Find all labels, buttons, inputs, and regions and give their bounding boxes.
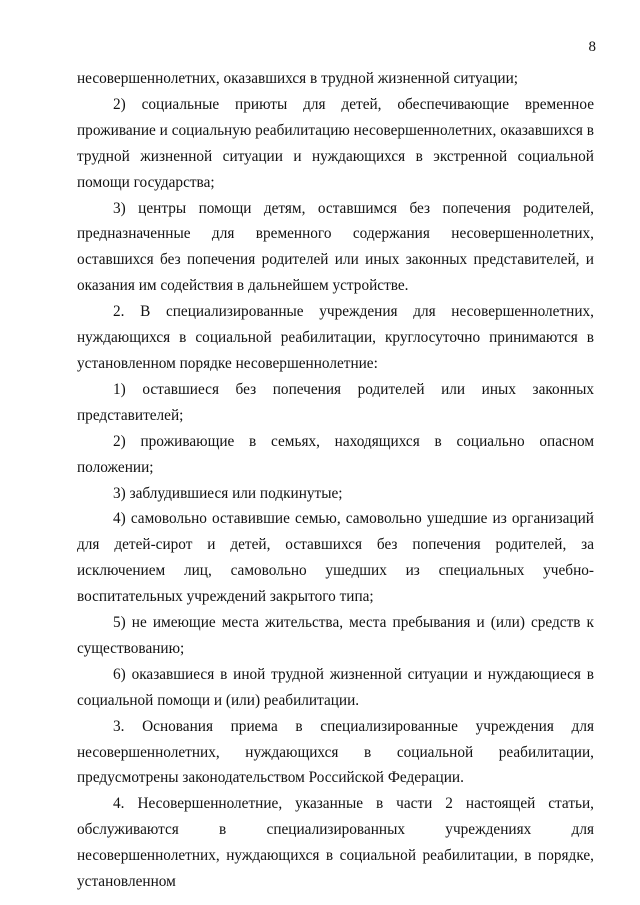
paragraph-section-2: 2. В специализированные учреждения для несовершеннолетних, нуждающихся в социальной реабилитации, круглосуточно принимаются в установленном порядке несовершеннолетние: bbox=[77, 303, 594, 372]
page-number: 8 bbox=[588, 39, 596, 55]
paragraph-item-3-lost: 3) заблудившиеся или подкинутые; bbox=[113, 484, 343, 502]
paragraph-item-1-without-care: 1) оставшиеся без попечения родителей или иных законных представителей; bbox=[77, 380, 594, 424]
paragraph-item-4-runaways: 4) самовольно оставившие семью, самовольно ушедшие из организаций для детей-сирот и детей, оставшихся без попечения родителей, за исключением лиц, самовольно ушедших из специальных учебно-воспитательных учреждений закрытого типа; bbox=[77, 510, 594, 606]
paragraph-item-2-dangerous-families: 2) проживающие в семьях, находящихся в социально опасном положении; bbox=[77, 432, 594, 476]
paragraph-continuation: несовершеннолетних, оказавшихся в трудной жизненной ситуации; bbox=[77, 70, 519, 87]
paragraph-item-2-social-shelters: 2) социальные приюты для детей, обеспечивающие временное проживание и социальную реабилитацию несовершеннолетних, оказавшихся в трудной жизненной ситуации и нуждающихся в экстренной социальной помощи государства; bbox=[77, 95, 594, 191]
paragraph-item-5-no-residence: 5) не имеющие места жительства, места пребывания и (или) средств к существованию; bbox=[77, 614, 594, 657]
paragraph-section-4: 4. Несовершеннолетние, указанные в части 2 настоящей статьи, обслуживаются в специализированных учреждениях для несовершеннолетних, нуждающихся в социальной реабилитации, в порядке, установленном bbox=[77, 795, 594, 891]
paragraph-item-3-help-centers: 3) центры помощи детям, оставшимся без попечения родителей, предназначенные для временного содержания несовершеннолетних, оставшихся без попечения родителей или иных законных представителей, и оказания им содействия в дальнейшем устройстве. bbox=[77, 199, 594, 295]
document-body bbox=[77, 66, 594, 895]
paragraph-section-3: 3. Основания приема в специализированные учреждения для несовершеннолетних, нуждающихся в социальной реабилитации, предусмотрены законодательством Российской Федерации. bbox=[77, 717, 594, 787]
paragraph-item-6-other-hardship: 6) оказавшиеся в иной трудной жизненной ситуации и нуждающиеся в социальной помощи и (или) реабилитации. bbox=[77, 665, 594, 709]
